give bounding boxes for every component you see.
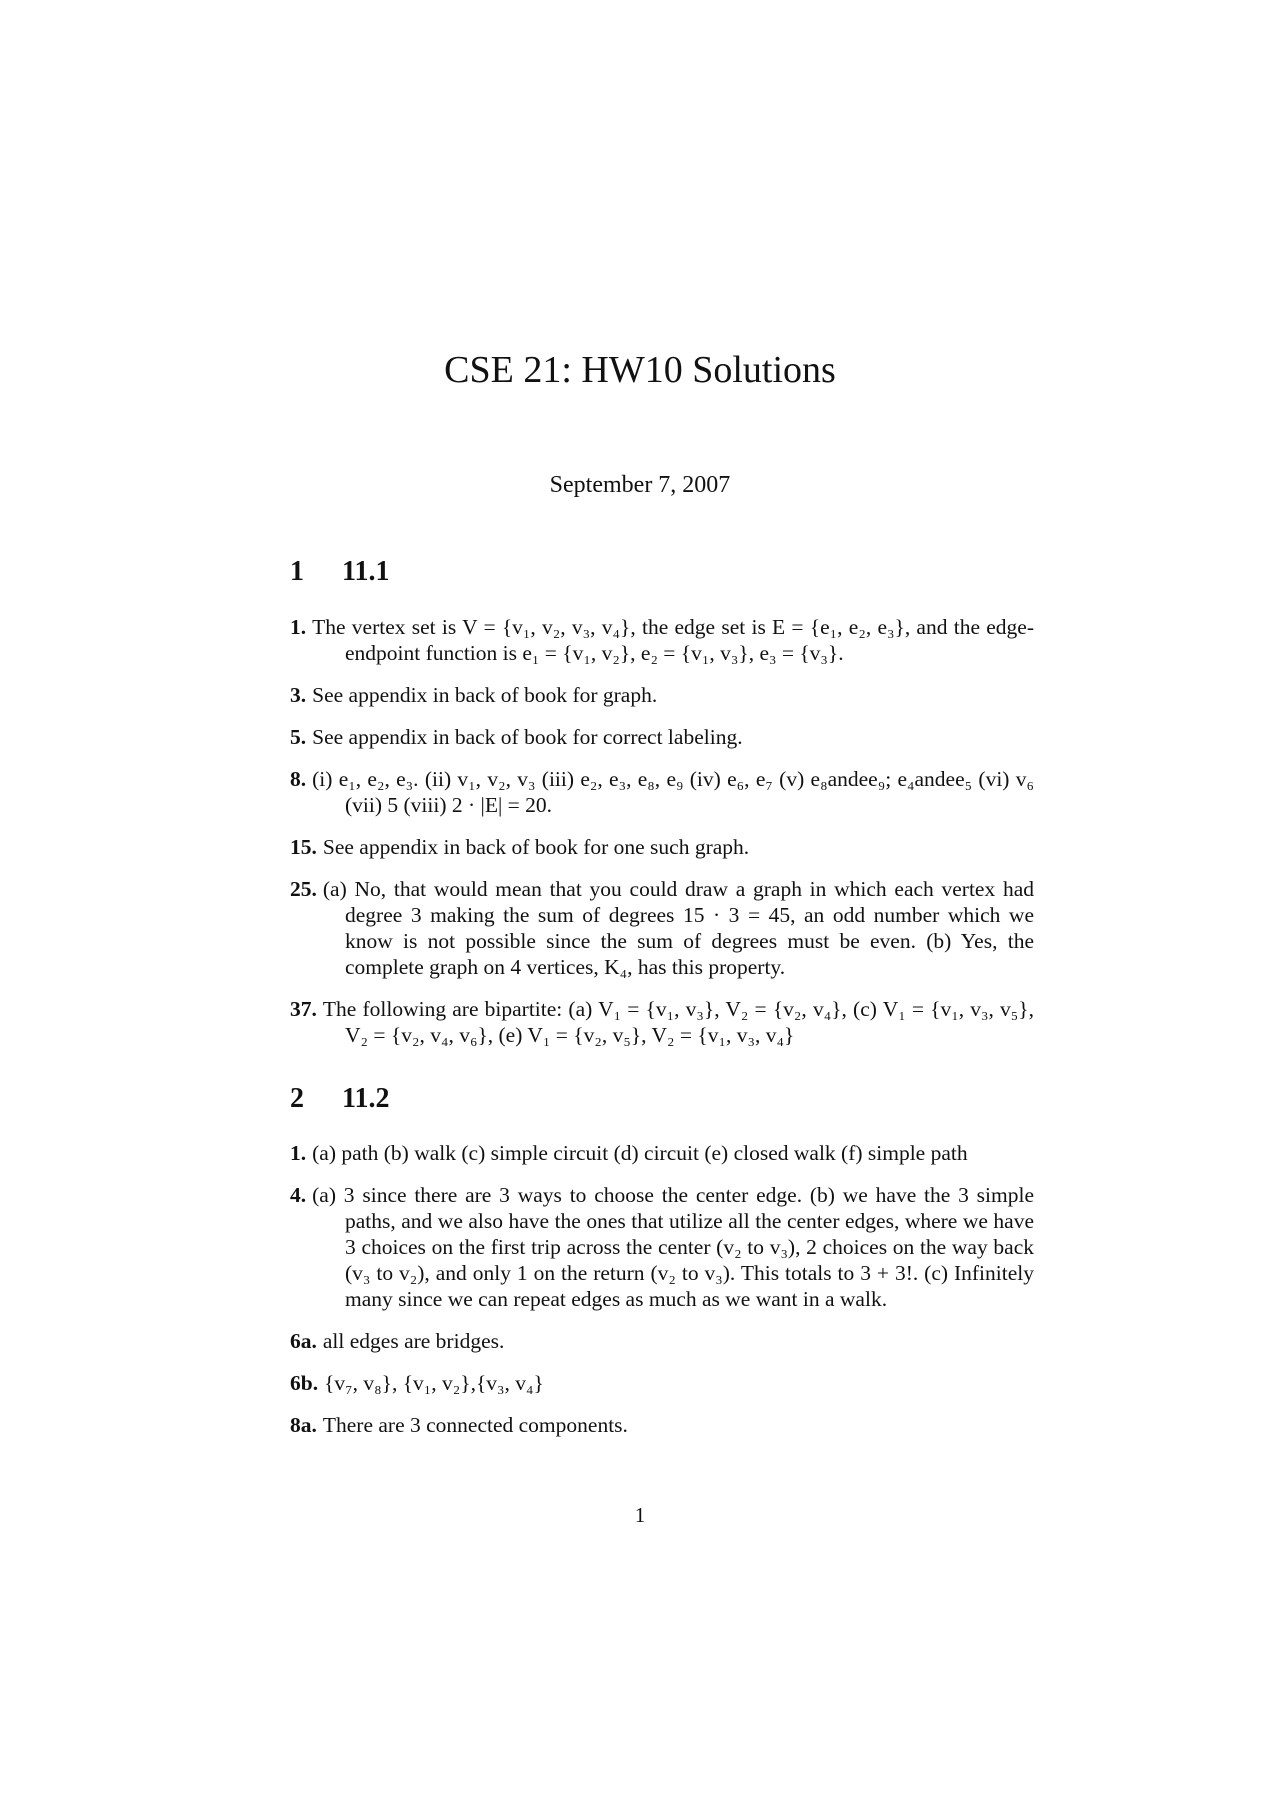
solution-text: (a) path (b) walk (c) simple circuit (d) circuit (e) closed walk (f) simple path xyxy=(312,1141,968,1165)
solution-list xyxy=(290,1140,1034,1454)
section-heading xyxy=(290,1083,389,1115)
solution-item xyxy=(290,724,1034,750)
solution-item xyxy=(290,1182,1034,1312)
section-number: 2 xyxy=(290,1083,304,1114)
section-name: 11.1 xyxy=(342,556,390,587)
problem-number: 25. xyxy=(290,877,317,901)
problem-number: 1. xyxy=(290,615,307,639)
solution-item xyxy=(290,682,1034,708)
solution-text: See appendix in back of book for one such graph. xyxy=(322,835,750,859)
problem-number: 3. xyxy=(290,683,307,707)
problem-number: 5. xyxy=(290,725,307,749)
section-name: 11.2 xyxy=(342,1083,390,1114)
solution-item xyxy=(290,766,1034,818)
problem-number: 6b. xyxy=(290,1371,319,1395)
solution-text: The following are bipartite: (a) V₁ = {v₁, v₃}, V₂ = {v₂, v₄}, (c) V₁ = {v₁, v₃, v₅}, V₂ = {v₂, v₄, v₆}, (e) V₁ = {v₂, v₅}, V₂ = {v₁, v₃, v₄} xyxy=(322,997,1034,1047)
section-heading xyxy=(290,556,389,588)
document-date: September 7, 2007 xyxy=(549,472,731,498)
solution-text: See appendix in back of book for graph. xyxy=(312,683,658,707)
problem-number: 8. xyxy=(290,767,307,791)
solution-item xyxy=(290,1370,1034,1396)
solution-item xyxy=(290,1412,1034,1438)
solution-item xyxy=(290,834,1034,860)
solution-item xyxy=(290,614,1034,666)
solution-item xyxy=(290,996,1034,1048)
solution-list xyxy=(290,614,1034,1064)
solution-text: all edges are bridges. xyxy=(322,1329,505,1353)
solution-item xyxy=(290,1328,1034,1354)
problem-number: 4. xyxy=(290,1183,307,1207)
page-number: 1 xyxy=(634,1503,646,1527)
problem-number: 37. xyxy=(290,997,317,1021)
solution-text: {v₇, v₈}, {v₁, v₂},{v₃, v₄} xyxy=(324,1371,544,1395)
document-title: CSE 21: HW10 Solutions xyxy=(444,349,836,391)
solution-text: (i) e₁, e₂, e₃. (ii) v₁, v₂, v₃ (iii) e₂, e₃, e₈, e₉ (iv) e₆, e₇ (v) e₈andee₉; e₄andee₅ (vi) v₆ (vii) 5 (viii) 2 · |E| = 20. xyxy=(312,767,1034,817)
solution-text: (a) 3 since there are 3 ways to choose the center edge. (b) we have the 3 simple paths, and we also have the ones that utilize all the center edges, where we have 3 choices on the first trip across the center (v₂ to v₃), 2 choices on the way back (v₃ to v₂), and only 1 on the return (v₂ to v₃). This totals to 3 + 3!. (c) Infinitely many since we can repeat edges as much as we want in a walk. xyxy=(312,1183,1034,1311)
solution-text: The vertex set is V = {v₁, v₂, v₃, v₄}, the edge set is E = {e₁, e₂, e₃}, and the edge-endpoint function is e₁ = {v₁, v₂}, e₂ = {v₁, v₃}, e₃ = {v₃}. xyxy=(312,615,1034,665)
problem-number: 6a. xyxy=(290,1329,317,1353)
solution-text: See appendix in back of book for correct labeling. xyxy=(312,725,743,749)
solution-item xyxy=(290,1140,1034,1166)
solution-text: There are 3 connected components. xyxy=(322,1413,628,1437)
solution-text: (a) No, that would mean that you could draw a graph in which each vertex had degree 3 making the sum of degrees 15 · 3 = 45, an odd number which we know is not possible since the sum of degrees must be even. (b) Yes, the complete graph on 4 vertices, K₄, has this property. xyxy=(322,877,1034,979)
problem-number: 15. xyxy=(290,835,317,859)
problem-number: 1. xyxy=(290,1141,307,1165)
problem-number: 8a. xyxy=(290,1413,317,1437)
solution-item xyxy=(290,876,1034,980)
section-number: 1 xyxy=(290,556,304,587)
